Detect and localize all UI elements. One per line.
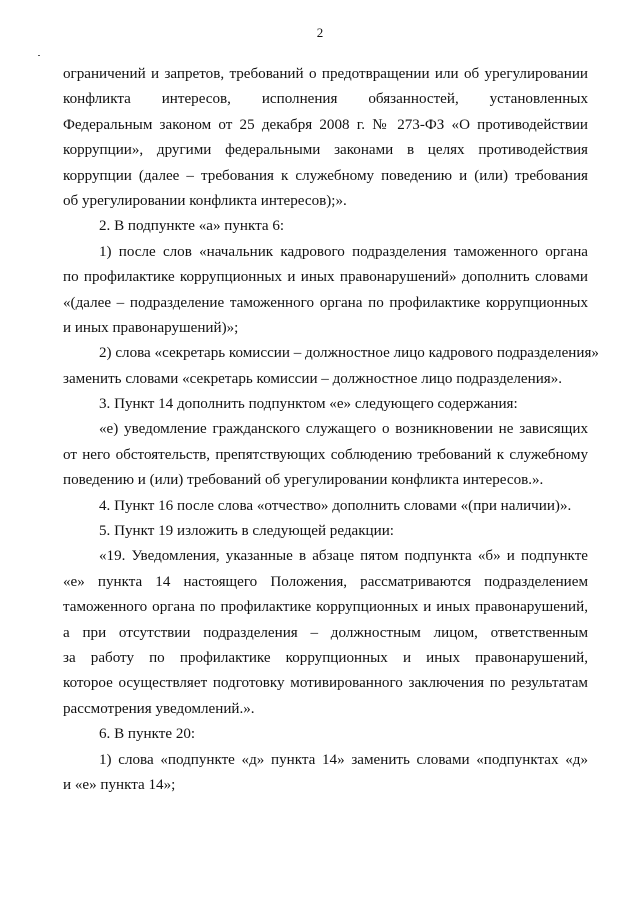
text-line: «е) уведомление гражданского служащего о возникновении не зависящих [99,421,588,438]
text-line: поведению и (или) требований об урегулировании конфликта интересов.». [63,472,544,489]
page-number: 2 [316,25,324,40]
text-line: 2. В подпункте «а» пункта 6: [99,218,285,235]
text-line: Федеральным законом от 25 декабря 2008 г. № 273-ФЗ «О противодействии [63,116,588,133]
text-line: и иных правонарушений)»; [63,319,239,336]
scan-speck [38,55,40,56]
text-line: конфликта интересов, исполнения обязанностей, установленных [63,91,588,108]
text-line: 4. Пункт 16 после слова «отчество» дополнить словами «(при наличии)». [99,497,572,514]
text-line: 5. Пункт 19 изложить в следующей редакции: [99,523,394,540]
text-line: 3. Пункт 14 дополнить подпунктом «е» следующего содержания: [99,396,518,413]
text-line: рассмотрения уведомлений.». [63,700,255,717]
text-line: коррупции (далее – требования к служебному поведению и (или) требования [63,167,588,184]
text-line: таможенного органа по профилактике коррупционных и иных правонарушений, [63,599,588,616]
text-line: «19. Уведомления, указанные в абзаце пятом подпункта «б» и подпункте [99,548,588,565]
text-line: 2) слова «секретарь комиссии – должностное лицо кадрового подразделения» [99,345,599,362]
text-line: 1) слова «подпункте «д» пункта 14» заменить словами «подпунктах «д» [99,751,588,768]
text-line: которое осуществляет подготовку мотивированного заключения по результатам [63,675,588,692]
text-line: «е» пункта 14 настоящего Положения, рассматриваются подразделением [63,573,588,590]
text-line: и «е» пункта 14»; [63,776,176,793]
text-line: «(далее – подразделение таможенного органа по профилактике коррупционных [63,294,588,311]
text-line: об урегулировании конфликта интересов);». [63,192,347,209]
text-line: 1) после слов «начальник кадрового подразделения таможенного органа [99,243,588,260]
document-body [63,62,599,798]
text-line: ограничений и запретов, требований о предотвращении или об урегулировании [63,66,588,82]
text-line: коррупции», другими федеральными законами в целях противодействия [63,142,588,159]
text-line: по профилактике коррупционных и иных правонарушений» дополнить словами [63,269,588,286]
text-line: заменить словами «секретарь комиссии – должностное лицо подразделения». [63,370,563,387]
text-line: от него обстоятельств, препятствующих соблюдению требований к служебному [63,446,588,463]
text-line: за работу по профилактике коррупционных и иных правонарушений, [63,649,588,666]
text-line: а при отсутствии подразделения – должностным лицом, ответственным [63,624,588,641]
text-line: 6. В пункте 20: [99,726,196,743]
